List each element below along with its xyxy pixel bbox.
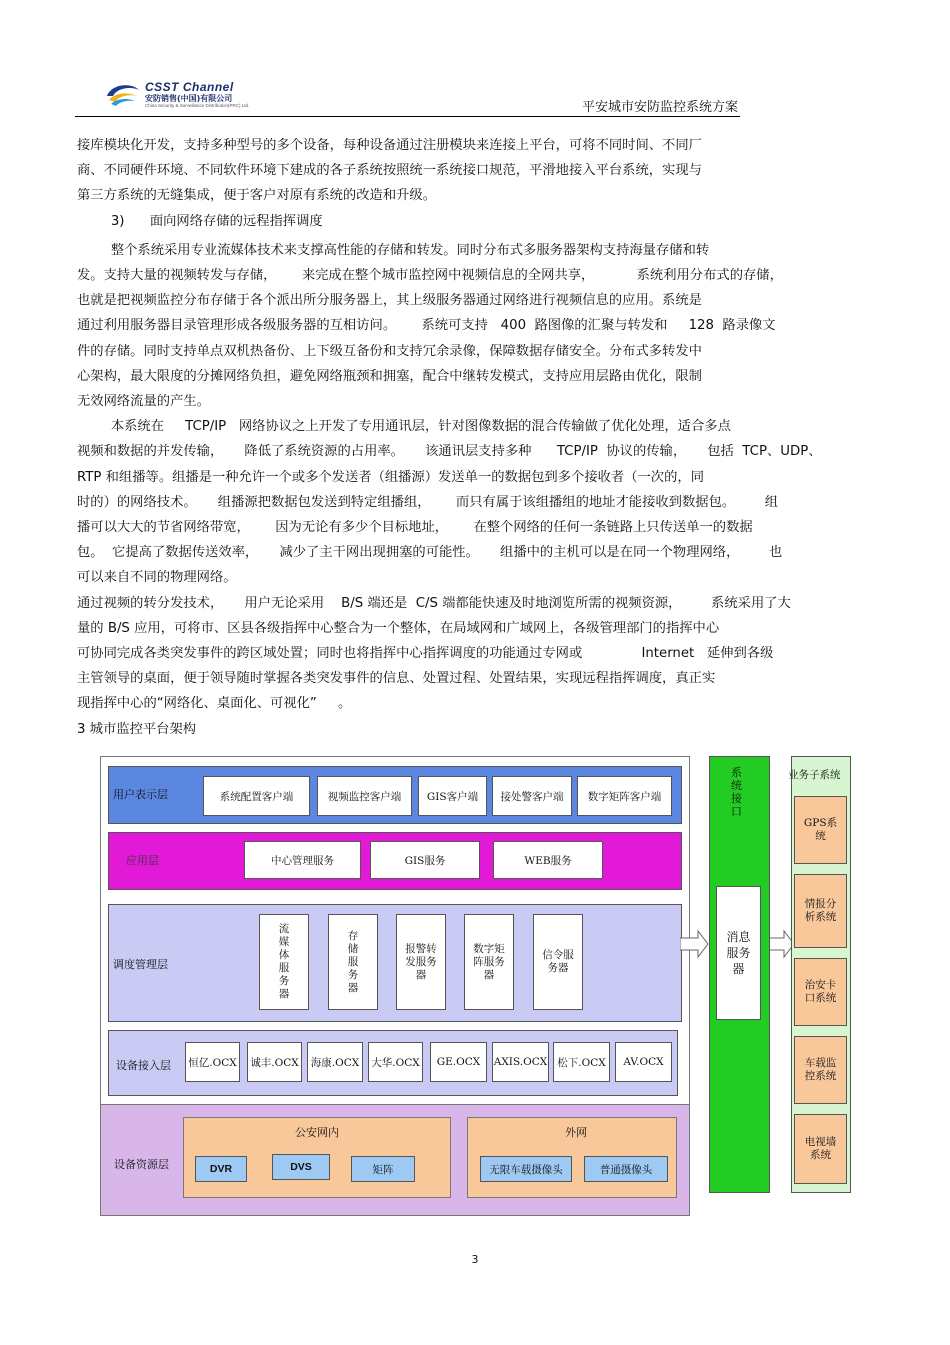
- police-item: DVS: [272, 1154, 330, 1180]
- paragraph-line: 件的存储。同时支持单点双机热备份、上下级互备份和支持冗余录像，保障数据存储安全。分布式多转发中: [77, 343, 702, 359]
- device-item: 松下.OCX: [553, 1042, 610, 1082]
- subsystem-item: 情报分 析系统: [794, 874, 847, 948]
- device-item: AV.OCX: [615, 1042, 672, 1082]
- paragraph-line: 商、不同硬件环境、不同软件环境下建成的各子系统按照统一系统接口规范，平滑地接入平台系统，实现与: [77, 163, 702, 179]
- device-item: AXIS.OCX: [492, 1042, 549, 1082]
- header-divider: [75, 116, 740, 117]
- user-item: 视频监控客户端: [317, 776, 412, 816]
- subsystem-item: 电视墙 系统: [794, 1114, 847, 1184]
- dispatch-layer: [108, 904, 682, 1022]
- user-item: GIS客户端: [418, 776, 487, 816]
- user-item: 数字矩阵客户端: [577, 776, 672, 816]
- user-item: 接处警客户端: [492, 776, 572, 816]
- paragraph-line: 包。 它提高了数据传送效率， 减少了主干网出现拥塞的可能性。 组播中的主机可以是在同一个物理网络， 也: [77, 545, 783, 561]
- user-layer-label: 用户表示层: [113, 788, 168, 801]
- device-item: 大华.OCX: [368, 1042, 423, 1082]
- paragraph-line: 时的）的网络技术。 组播源把数据包发送到特定组播组， 而只有属于该组播组的地址才能接收到数据包。 组: [77, 494, 779, 510]
- app-item: 中心管理服务: [244, 841, 361, 879]
- paragraph-line: 可协同完成各类突发事件的跨区域处置；同时也将指挥中心指挥调度的功能通过专网或 Internet 延伸到各级: [77, 646, 774, 662]
- logo-swoosh-icon: [103, 80, 143, 108]
- app-item: GIS服务: [370, 841, 480, 879]
- device-item: GE.OCX: [430, 1042, 487, 1082]
- paragraph-line: 可以来自不同的物理网络。: [77, 570, 237, 586]
- dispatch-item: 数字矩 阵服务 器: [464, 914, 514, 1010]
- police-item: 矩阵: [351, 1156, 415, 1182]
- external-item: 普通摄像头: [584, 1156, 668, 1182]
- app-layer-label: 应用层: [126, 854, 159, 867]
- external-network-label: 外网: [565, 1126, 587, 1139]
- dispatch-item: 报警转 发服务 器: [396, 914, 446, 1010]
- user-item: 系统配置客户端: [203, 776, 310, 816]
- paragraph-line: 发。支持大量的视频转发与存储， 来完成在整个城市监控网中视频信息的全网共享， 系统利用分布式的存储，: [77, 268, 783, 284]
- document-title: 平安城市安防监控系统方案: [581, 100, 738, 115]
- external-item: 无限车载摄像头: [480, 1156, 572, 1182]
- device-item: 恒亿.OCX: [185, 1042, 240, 1082]
- page-number: 3: [471, 1253, 479, 1266]
- logo-name: CSST Channel: [145, 80, 234, 94]
- app-item: WEB服务: [493, 841, 603, 879]
- logo-chinese: 安防销售(中国)有限公司: [145, 94, 233, 103]
- paragraph-line: 本系统在 TCP/IP 网络协议之上开发了专用通讯层，针对图像数据的混合传输做了优化处理，适合多点: [77, 419, 731, 435]
- dispatch-item: 存 储 服 务 器: [328, 914, 378, 1010]
- architecture-diagram: [100, 756, 860, 1216]
- paragraph-line: 无效网络流量的产生。: [77, 394, 210, 410]
- paragraph-line: 视频和数据的并发传输， 降低了系统资源的占用率。 该通讯层支持多种 TCP/IP 协议的传输， 包括 TCP、UDP、: [77, 444, 822, 460]
- paragraph-line: 心架构，最大限度的分摊网络负担，避免网络瓶颈和拥塞，配合中继转发模式，支持应用层路由优化，限制: [77, 368, 702, 384]
- page-header: [75, 78, 740, 118]
- police-network-label: 公安网内: [295, 1126, 339, 1139]
- paragraph-line: RTP 和组播等。组播是一种允许一个或多个发送者（组播源）发送单一的数据包到多个接收者（一次的，同: [77, 469, 704, 485]
- section-heading: 3) 面向网络存储的远程指挥调度: [77, 213, 323, 229]
- company-logo: [103, 80, 313, 108]
- body-text: [77, 133, 867, 742]
- paragraph-line: 也就是把视频监控分布存储于各个派出所分服务器上，其上级服务器通过网络进行视频信息的应用。系统是: [77, 293, 702, 309]
- paragraph-line: 现指挥中心的“网络化、桌面化、可视化” 。: [77, 696, 352, 712]
- message-server: 消息 服务 器: [716, 886, 761, 1020]
- subsystem-item: 车载监 控系统: [794, 1036, 847, 1104]
- subsystem-item: 治安卡 口系统: [794, 958, 847, 1026]
- paragraph-line: 通过利用服务器目录管理形成各级服务器的互相访问。 系统可支持 400 路图像的汇聚与转发和 128 路录像文: [77, 318, 776, 334]
- paragraph-line: 量的 B/S 应用，可将市、区县各级指挥中心整合为一个整体，在局域网和广域网上，各级管理部门的指挥中心: [77, 620, 720, 636]
- subsystems-label: 业务子系统: [788, 769, 841, 781]
- dispatch-item: 信令服 务器: [533, 914, 583, 1010]
- paragraph-line: 整个系统采用专业流媒体技术来支撑高性能的存储和转发。同时分布式多服务器架构支持海量存储和转: [77, 242, 710, 258]
- subsystem-item: GPS系 统: [794, 796, 847, 864]
- device-layer-label: 设备接入层: [116, 1059, 171, 1072]
- paragraph-line: 第三方系统的无缝集成，便于客户对原有系统的改造和升级。: [77, 188, 437, 204]
- device-item: 诚丰.OCX: [247, 1042, 302, 1082]
- system-interface-label: 系 统 接 口: [731, 766, 742, 818]
- paragraph-line: 主管领导的桌面，便于领导随时掌握各类突发事件的信息、处置过程、处置结果，实现远程指挥调度，真正实: [77, 671, 716, 687]
- dispatch-layer-label: 调度管理层: [113, 958, 168, 971]
- resource-layer-label: 设备资源层: [114, 1158, 169, 1171]
- paragraph-line: 通过视频的转分发技术， 用户无论采用 B/S 端还是 C/S 端都能快速及时地浏览所需的视频资源， 系统采用了大: [77, 595, 791, 611]
- device-item: 海康.OCX: [307, 1042, 363, 1082]
- figure-heading: 3 城市监控平台架构: [77, 721, 197, 737]
- paragraph-line: 接库模块化开发，支持多种型号的多个设备，每种设备通过注册模块来连接上平台，可将不同时间、不同厂: [77, 138, 702, 153]
- police-item: DVR: [195, 1156, 247, 1182]
- logo-english: China Security & Surveillance Distribution(PRC) Ltd.: [145, 103, 250, 108]
- paragraph-line: 播可以大大的节省网络带宽， 因为无论有多少个目标地址， 在整个网络的任何一条链路上只传送单一的数据: [77, 520, 753, 536]
- dispatch-item: 流 媒 体 服 务 器: [259, 914, 309, 1010]
- arrow-right-icon: [680, 929, 710, 959]
